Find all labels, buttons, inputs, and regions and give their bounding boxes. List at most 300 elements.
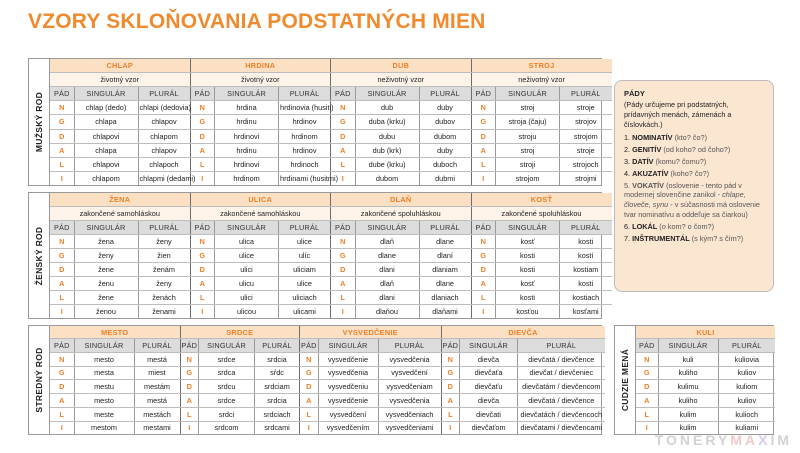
singular-form: mesta bbox=[74, 366, 134, 380]
singular-form: dievčaťom bbox=[460, 421, 518, 434]
singular-form: dlane bbox=[355, 248, 419, 262]
case-letter: D bbox=[191, 129, 215, 143]
singular-form: chlapa bbox=[74, 115, 138, 129]
table-row bbox=[181, 366, 300, 380]
gender-label: STREDNÝ ROD bbox=[29, 326, 50, 434]
singular-form: srdce bbox=[199, 353, 255, 367]
plural-form: uliciam bbox=[279, 262, 331, 276]
plural-form: strojov bbox=[560, 115, 612, 129]
case-letter: D bbox=[181, 380, 199, 394]
table-row bbox=[50, 407, 180, 421]
singular-form: žene bbox=[74, 291, 138, 305]
pattern-note: životný vzor bbox=[191, 72, 331, 86]
case-letter: A bbox=[50, 277, 74, 291]
singular-form: dievča bbox=[460, 394, 518, 408]
case-letter: A bbox=[50, 143, 74, 157]
table-row bbox=[191, 157, 331, 171]
column-header-pad: PÁD bbox=[191, 87, 215, 101]
plural-form: dlaňami bbox=[419, 305, 471, 318]
singular-form: vysvedčenie bbox=[318, 353, 378, 367]
plural-form: chlapmi (dedami) bbox=[138, 172, 190, 185]
plural-form: strojoch bbox=[560, 157, 612, 171]
table-row bbox=[331, 248, 471, 262]
singular-form: ženu bbox=[74, 277, 138, 291]
plural-form: chlapom bbox=[138, 129, 190, 143]
case-letter: A bbox=[472, 277, 496, 291]
case-letter: G bbox=[442, 366, 460, 380]
table-row bbox=[472, 291, 612, 305]
table-row bbox=[50, 234, 190, 248]
plural-form: mestách bbox=[134, 407, 180, 421]
declension-table bbox=[50, 59, 196, 185]
table-row bbox=[181, 353, 300, 367]
case-letter: I bbox=[636, 421, 658, 434]
column-header-singular: SINGULÁR bbox=[355, 220, 419, 234]
singular-form: dlani bbox=[355, 291, 419, 305]
table-row bbox=[472, 129, 612, 143]
column-header-singular: SINGULÁR bbox=[496, 87, 560, 101]
plural-form: stroje bbox=[560, 101, 612, 115]
table-row bbox=[50, 421, 180, 434]
case-letter: A bbox=[191, 143, 215, 157]
case-letter: D bbox=[331, 262, 355, 276]
case-letter: I bbox=[50, 421, 74, 434]
case-letter: L bbox=[50, 291, 74, 305]
case-letter: I bbox=[331, 305, 355, 318]
singular-form: mesto bbox=[74, 394, 134, 408]
plural-form: mestá bbox=[134, 394, 180, 408]
table-row bbox=[472, 115, 612, 129]
table-row bbox=[442, 407, 605, 421]
case-letter: L bbox=[442, 407, 460, 421]
singular-form: ulici bbox=[215, 262, 279, 276]
table-row bbox=[191, 305, 331, 318]
case-letter: G bbox=[50, 115, 74, 129]
pattern-note: neživotný vzor bbox=[472, 72, 612, 86]
table-row bbox=[472, 143, 612, 157]
case-letter: G bbox=[636, 366, 658, 380]
singular-form: kuliho bbox=[658, 394, 718, 408]
plural-form: vysvedčenia bbox=[378, 353, 441, 367]
case-letter: A bbox=[331, 143, 355, 157]
plural-form: vysvedčenia bbox=[378, 394, 441, 408]
table-row bbox=[472, 248, 612, 262]
panel-cudzie-mena bbox=[614, 325, 774, 435]
column-header-plural: PLURÁL bbox=[255, 339, 300, 353]
case-letter: L bbox=[300, 407, 318, 421]
table-row bbox=[331, 129, 471, 143]
table-row bbox=[181, 407, 300, 421]
singular-form: dlani bbox=[355, 262, 419, 276]
table-row bbox=[181, 380, 300, 394]
panel-stredny-rod bbox=[28, 325, 602, 435]
plural-form: dievčatách / dievčencoch bbox=[518, 407, 605, 421]
plural-form: kosti bbox=[560, 234, 612, 248]
plural-form: chlapoch bbox=[138, 157, 190, 171]
table-row bbox=[191, 115, 331, 129]
case-letter: A bbox=[191, 277, 215, 291]
case-letter: G bbox=[472, 248, 496, 262]
case-letter: N bbox=[191, 234, 215, 248]
singular-form: stroju bbox=[496, 129, 560, 143]
case-item: 6. LOKÁL (o kom? o čom?) bbox=[624, 221, 715, 231]
table-row bbox=[300, 353, 441, 367]
case-letter: D bbox=[50, 129, 74, 143]
case-letter: D bbox=[331, 129, 355, 143]
table-row bbox=[331, 291, 471, 305]
case-letter: A bbox=[300, 394, 318, 408]
case-letter: N bbox=[472, 234, 496, 248]
table-row bbox=[191, 291, 331, 305]
case-letter: D bbox=[442, 380, 460, 394]
plural-form: dievčatá / dievčence bbox=[518, 353, 605, 367]
declension-table bbox=[472, 193, 612, 318]
case-letter: D bbox=[191, 262, 215, 276]
case-letter: G bbox=[331, 115, 355, 129]
table-row bbox=[50, 157, 190, 171]
table-row bbox=[331, 234, 471, 248]
plural-form: ženách bbox=[138, 291, 190, 305]
plural-form: ženy bbox=[138, 277, 190, 291]
tables-row bbox=[50, 59, 601, 185]
pattern-note: zakončené spoluhláskou bbox=[472, 206, 612, 220]
plural-form: ulice bbox=[279, 234, 331, 248]
panel-muzsky-rod bbox=[28, 58, 602, 186]
plural-form: vysvedčení bbox=[378, 366, 441, 380]
plural-form: dlaní bbox=[419, 248, 471, 262]
singular-form: kosťou bbox=[496, 305, 560, 318]
singular-form: dubom bbox=[355, 172, 419, 185]
plural-form: kuliov bbox=[718, 366, 775, 380]
singular-form: hrdinovi bbox=[215, 129, 279, 143]
table-row bbox=[50, 262, 190, 276]
singular-form: kosti bbox=[496, 248, 560, 262]
singular-form: mesto bbox=[74, 353, 134, 367]
table-row bbox=[636, 380, 775, 394]
table-row bbox=[50, 353, 180, 367]
plural-form: hrdinom bbox=[279, 129, 331, 143]
column-header-singular: SINGULÁR bbox=[74, 87, 138, 101]
table-row bbox=[636, 366, 775, 380]
column-header-plural: PLURÁL bbox=[138, 87, 190, 101]
singular-form: dievčati bbox=[460, 407, 518, 421]
plural-form: kuliami bbox=[735, 423, 759, 433]
singular-form: stroj bbox=[496, 101, 560, 115]
plural-form: dubmi bbox=[419, 172, 471, 185]
singular-form: stroji bbox=[496, 157, 560, 171]
case-letter: A bbox=[181, 394, 199, 408]
plural-form: mestám bbox=[134, 380, 180, 394]
singular-form: strojom bbox=[496, 172, 560, 185]
singular-form: srdcom bbox=[199, 421, 255, 434]
table-row bbox=[50, 248, 190, 262]
gender-label: ŽENSKÝ ROD bbox=[29, 193, 50, 318]
table-row bbox=[472, 172, 612, 185]
plural-form: ulice bbox=[279, 277, 331, 291]
singular-form: kuli bbox=[658, 353, 718, 367]
case-letter: I bbox=[181, 421, 199, 434]
gender-label: CUDZIE MENÁ bbox=[615, 326, 636, 434]
singular-form: kosti bbox=[496, 291, 560, 305]
singular-form: vysvedčení bbox=[318, 407, 378, 421]
plural-form: vysvedčeniami bbox=[378, 421, 441, 434]
pattern-name: KULI bbox=[636, 326, 775, 339]
plural-form: kostí bbox=[560, 248, 612, 262]
table-row bbox=[50, 291, 190, 305]
plural-form: kuliov bbox=[718, 394, 775, 408]
case-letter: I bbox=[442, 421, 460, 434]
plural-form: dievčatá / dievčence bbox=[518, 394, 605, 408]
plural-form: kostiam bbox=[560, 262, 612, 276]
singular-form: dievčaťa bbox=[460, 366, 518, 380]
pattern-name: MESTO bbox=[50, 326, 180, 339]
plural-form: kosťami bbox=[572, 306, 599, 316]
watermark-logo: TONERYMAXIM bbox=[654, 432, 792, 448]
pattern-name: DLAŇ bbox=[331, 193, 471, 206]
declension-table bbox=[50, 326, 181, 434]
pattern-name: STROJ bbox=[472, 59, 612, 72]
singular-form: vysvedčeniu bbox=[318, 380, 378, 394]
plural-form: duby bbox=[419, 101, 471, 115]
plural-form: ulíc bbox=[279, 248, 331, 262]
case-letter: A bbox=[442, 394, 460, 408]
column-header-singular: SINGULÁR bbox=[74, 339, 134, 353]
pattern-note: zakončené samohláskou bbox=[191, 206, 331, 220]
column-header-pad: PÁD bbox=[636, 339, 658, 353]
cases-info-box bbox=[614, 80, 774, 292]
pattern-note: zakončené spoluhláskou bbox=[331, 206, 471, 220]
table-row bbox=[50, 101, 190, 115]
column-header-plural: PLURÁL bbox=[560, 87, 612, 101]
table-row bbox=[442, 421, 605, 434]
singular-form: dievčaťu bbox=[460, 380, 518, 394]
table-row bbox=[331, 262, 471, 276]
singular-form: dlaňou bbox=[355, 305, 419, 318]
case-letter: N bbox=[300, 353, 318, 367]
singular-form: dube (krku) bbox=[355, 157, 419, 171]
declension-table bbox=[191, 193, 332, 318]
plural-form: dievčatám / dievčencom bbox=[518, 380, 605, 394]
plural-form: chlapov bbox=[138, 143, 190, 157]
singular-form: stroj bbox=[496, 143, 560, 157]
column-header-singular: SINGULÁR bbox=[215, 220, 279, 234]
declension-table bbox=[300, 326, 442, 434]
singular-form: vysvedčenia bbox=[318, 366, 378, 380]
table-row bbox=[636, 394, 775, 408]
pattern-name: HRDINA bbox=[191, 59, 331, 72]
singular-form: dubu bbox=[355, 129, 419, 143]
declension-table bbox=[331, 193, 472, 318]
plural-form: kuliom bbox=[718, 380, 775, 394]
declension-table bbox=[442, 326, 605, 434]
column-header-pad: PÁD bbox=[331, 87, 355, 101]
column-header-plural: PLURÁL bbox=[518, 339, 605, 353]
table-row bbox=[191, 143, 331, 157]
case-letter: I bbox=[472, 305, 496, 318]
column-header-singular: SINGULÁR bbox=[460, 339, 518, 353]
plural-form: kuliovia bbox=[718, 353, 775, 367]
case-letter: L bbox=[472, 157, 496, 171]
plural-form: dubom bbox=[419, 129, 471, 143]
column-header-pad: PÁD bbox=[50, 87, 74, 101]
table-row bbox=[442, 366, 605, 380]
plural-form: hrdinov bbox=[279, 143, 331, 157]
singular-form: kosti bbox=[496, 262, 560, 276]
singular-form: hrdinom bbox=[215, 172, 279, 185]
table-row bbox=[191, 101, 331, 115]
case-letter: G bbox=[331, 248, 355, 262]
plural-form: ženy bbox=[138, 234, 190, 248]
singular-form: kulim bbox=[658, 407, 718, 421]
info-title: PÁDY bbox=[624, 89, 645, 98]
pattern-name: ULICA bbox=[191, 193, 331, 206]
column-header-pad: PÁD bbox=[50, 220, 74, 234]
table-row bbox=[472, 234, 612, 248]
singular-form: vysvedčením bbox=[318, 421, 378, 434]
table-row bbox=[50, 129, 190, 143]
singular-form: ženy bbox=[74, 248, 138, 262]
case-letter: N bbox=[50, 353, 74, 367]
case-letter: N bbox=[442, 353, 460, 367]
singular-form: ženou bbox=[74, 305, 138, 318]
plural-form: duboch bbox=[419, 157, 471, 171]
declension-table bbox=[181, 326, 301, 434]
column-header-pad: PÁD bbox=[191, 220, 215, 234]
table-row bbox=[472, 277, 612, 291]
singular-form: hrdinu bbox=[215, 143, 279, 157]
plural-form: stroje bbox=[560, 143, 612, 157]
case-item: 3. DATÍV (komu? čomu?) bbox=[624, 156, 707, 166]
table-row bbox=[181, 394, 300, 408]
case-letter: I bbox=[191, 172, 215, 185]
case-letter: D bbox=[50, 380, 74, 394]
table-row bbox=[636, 353, 775, 367]
table-row bbox=[50, 143, 190, 157]
table-row bbox=[472, 101, 612, 115]
pattern-note: zakončené samohláskou bbox=[50, 206, 190, 220]
plural-form: dlaniam bbox=[419, 262, 471, 276]
pattern-name: ŽENA bbox=[50, 193, 190, 206]
pattern-name: SRDCE bbox=[181, 326, 300, 339]
column-header-pad: PÁD bbox=[472, 220, 496, 234]
case-letter: I bbox=[50, 305, 74, 318]
case-letter: A bbox=[636, 394, 658, 408]
table-row bbox=[472, 262, 612, 276]
case-letter: D bbox=[50, 262, 74, 276]
plural-form: ulicami bbox=[279, 305, 331, 318]
column-header-singular: SINGULÁR bbox=[215, 87, 279, 101]
plural-form: dievčatami / dievčencami bbox=[520, 423, 603, 433]
column-header-pad: PÁD bbox=[331, 220, 355, 234]
declension-table bbox=[50, 193, 191, 318]
singular-form: srdci bbox=[199, 407, 255, 421]
singular-form: mestom bbox=[74, 421, 134, 434]
case-letter: L bbox=[50, 407, 74, 421]
case-letter: D bbox=[300, 380, 318, 394]
plural-form: srdciach bbox=[255, 407, 300, 421]
case-letter: A bbox=[331, 277, 355, 291]
declension-table bbox=[191, 59, 339, 185]
table-row bbox=[50, 115, 190, 129]
pattern-name: DIEVČA bbox=[442, 326, 605, 339]
singular-form: žena bbox=[74, 234, 138, 248]
table-row bbox=[191, 234, 331, 248]
plural-form: hrdinov bbox=[279, 115, 331, 129]
table-row bbox=[300, 366, 441, 380]
case-letter: L bbox=[191, 291, 215, 305]
singular-form: ulicou bbox=[215, 305, 279, 318]
table-row bbox=[331, 143, 471, 157]
table-row bbox=[50, 366, 180, 380]
singular-form: chlapom bbox=[74, 172, 138, 185]
pattern-name: DUB bbox=[331, 59, 471, 72]
singular-form: srdce bbox=[199, 394, 255, 408]
singular-form: hrdinovi bbox=[215, 157, 279, 171]
case-letter: D bbox=[472, 129, 496, 143]
column-header-singular: SINGULÁR bbox=[318, 339, 378, 353]
case-letter: G bbox=[191, 115, 215, 129]
plural-form: dlane bbox=[419, 234, 471, 248]
singular-form: chlapovi bbox=[74, 129, 138, 143]
column-header-pad: PÁD bbox=[300, 339, 318, 353]
column-header-plural: PLURÁL bbox=[419, 220, 471, 234]
case-letter: A bbox=[472, 143, 496, 157]
case-letter: G bbox=[50, 248, 74, 262]
column-header-plural: PLURÁL bbox=[279, 220, 331, 234]
tables-row bbox=[50, 193, 601, 318]
table-row bbox=[300, 380, 441, 394]
singular-form: dub bbox=[355, 101, 419, 115]
pattern-note: životný vzor bbox=[50, 72, 190, 86]
table-row bbox=[191, 172, 331, 185]
table-row bbox=[636, 407, 775, 421]
singular-form: duba (krku) bbox=[355, 115, 419, 129]
column-header-plural: PLURÁL bbox=[279, 87, 331, 101]
singular-form: kulim bbox=[658, 421, 718, 434]
table-row bbox=[442, 394, 605, 408]
case-letter: D bbox=[472, 262, 496, 276]
table-row bbox=[331, 277, 471, 291]
case-letter: N bbox=[331, 234, 355, 248]
singular-form: chlapa bbox=[74, 143, 138, 157]
column-header-singular: SINGULÁR bbox=[355, 87, 419, 101]
pattern-name: CHLAP bbox=[50, 59, 190, 72]
plural-form: kostiach bbox=[560, 291, 612, 305]
case-letter: N bbox=[191, 101, 215, 115]
column-header-singular: SINGULÁR bbox=[199, 339, 255, 353]
plural-form: strojmi bbox=[575, 173, 597, 183]
plural-form: srdcia bbox=[255, 394, 300, 408]
singular-form: hrdina bbox=[215, 101, 279, 115]
case-letter: L bbox=[191, 157, 215, 171]
declension-table bbox=[331, 59, 472, 185]
singular-form: hrdinu bbox=[215, 115, 279, 129]
plural-form: mestá bbox=[134, 353, 180, 367]
table-row bbox=[191, 277, 331, 291]
column-header-singular: SINGULÁR bbox=[496, 220, 560, 234]
pattern-note: neživotný vzor bbox=[331, 72, 471, 86]
pattern-name: VYSVEDČENIE bbox=[300, 326, 441, 339]
singular-form: chlapovi bbox=[74, 157, 138, 171]
case-item: 1. NOMINATÍV (kto? čo?) bbox=[624, 133, 708, 143]
declension-table bbox=[636, 326, 775, 434]
case-letter: I bbox=[331, 172, 355, 185]
case-letter: L bbox=[472, 291, 496, 305]
column-header-plural: PLURÁL bbox=[560, 220, 612, 234]
table-row bbox=[442, 353, 605, 367]
plural-form: chlapov bbox=[138, 115, 190, 129]
pattern-name: KOSŤ bbox=[472, 193, 612, 206]
